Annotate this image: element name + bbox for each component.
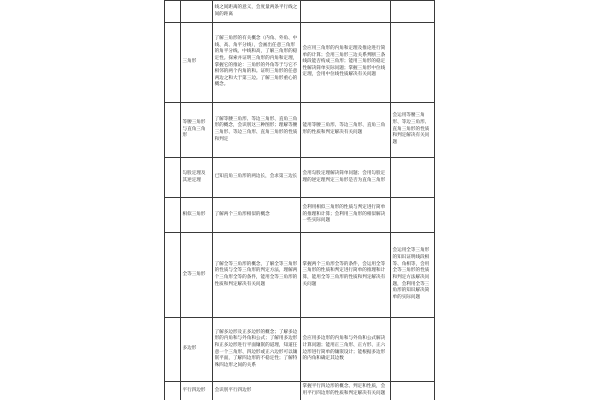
requirement-cell <box>390 198 435 233</box>
requirement-cell: 线之间距离的意义，会度量两条平行线之间的距离 <box>212 1 300 23</box>
requirement-cell: 会识别平行四边形 <box>212 382 300 400</box>
table-cell-empty <box>165 318 181 382</box>
requirement-cell <box>390 1 435 23</box>
topic-cell: 平行四边形 <box>180 382 212 400</box>
requirement-cell: 会应用三角形的内角和定理及推论进行简单的计算；会用三角形三边关系判断三条线段能否构成三角形；能用三角形的稳定性解决简单实际问题；掌握三角形中位线定理，会用中位线性质解决有关问题 <box>300 23 390 103</box>
requirement-cell: 会运用等腰三角形、等边三角形、直角三角形的性质和判定解决有关问题 <box>390 103 435 158</box>
topic-cell: 三角形 <box>180 23 212 103</box>
table-row <box>165 1 435 23</box>
requirement-cell: 了解多边形及正多边形的概念；了解多边形的内角和与外角和公式；了解用多边形和正多边形进行平面镶嵌的道理，知道任意一个三角形、四边形或正六边形可以镶嵌平面，了解四边形的不稳定性；了解特殊四边形之间的关系 <box>212 318 300 382</box>
requirement-cell: 了解等腰三角形、等边三角形、直角三角形的概念，会识别这三种图形；理解等腰三角形、等边三角形、直角三角形的性质和判定 <box>212 103 300 158</box>
requirement-cell: 已知直角三角形的两边长，会求第三边长 <box>212 158 300 198</box>
table-row <box>165 103 435 158</box>
table-cell-empty <box>165 233 181 318</box>
table-row <box>165 23 435 103</box>
syllabus-table <box>164 0 435 400</box>
requirement-cell: 了解三角形的有关概念（内角、外角、中线、高、角平分线），会画出任意三角形的角平分线、中线和高，了解三角形的稳定性。探索并证明三角形的内角和定理，掌握它的推论：三角形的外角等于与它不相邻的两个内角的和。证明三角形的任意两边之和大于第三边。了解三角形重心的概念。 <box>212 23 300 103</box>
requirement-cell: 了解全等三角形的概念，了解全等三角形的性质与全等三角形的判定方法，理解两个三角形全等的条件，能用全等三角形的性质和判定解决有关问题 <box>212 233 300 318</box>
requirement-cell: 会利用相似三角形的性质与判定进行简单的推理和计算；会利用三角形的相似解决一些实际问题 <box>300 198 390 233</box>
requirement-cell <box>390 158 435 198</box>
topic-cell <box>180 1 212 23</box>
table-row <box>165 158 435 198</box>
requirement-cell: 会应用多边形的内角和与外角和公式解决计算问题；能用正三角形、正方形、正六边形进行简单的镶嵌设计；能根据多边形的内角和确定其边数 <box>300 318 390 382</box>
topic-cell: 相似三角形 <box>180 198 212 233</box>
requirement-cell <box>390 382 435 400</box>
table-row <box>165 233 435 318</box>
table-cell-empty <box>165 23 181 103</box>
document-page <box>164 0 436 400</box>
table-cell-empty <box>165 1 181 23</box>
requirement-cell <box>300 1 390 23</box>
requirement-cell: 会用勾股定理解决简单问题；会用勾股定理的逆定理判定三角形是否为直角三角形 <box>300 158 390 198</box>
table-row <box>165 198 435 233</box>
topic-cell: 多边形 <box>180 318 212 382</box>
requirement-cell: 掌握平行四边形的概念、判定和性质，会用平行四边形的性质和判定解决有关问题 <box>300 382 390 400</box>
table-row <box>165 318 435 382</box>
topic-cell: 等腰三角形与直角三角形 <box>180 103 212 158</box>
table-cell-empty <box>165 103 181 158</box>
requirement-cell <box>390 318 435 382</box>
requirement-cell <box>390 23 435 103</box>
table-cell-empty <box>165 198 181 233</box>
requirement-cell: 会运用全等三角形的知识证明线段相等、角相等，会用全等三角形的性质和判定方法解决问题，会利用全等三角形的知识解决简单的实际问题 <box>390 233 435 318</box>
requirement-cell: 了解两个三角形相似的概念 <box>212 198 300 233</box>
topic-cell: 勾股定理及其逆定理 <box>180 158 212 198</box>
table-row <box>165 382 435 400</box>
requirement-cell: 能用等腰三角形、等边三角形、直角三角形的性质和判定解决有关问题 <box>300 103 390 158</box>
topic-cell: 全等三角形 <box>180 233 212 318</box>
requirement-cell: 掌握两个三角形全等的条件，会运用全等三角形的性质和判定进行简单的推理和计算，能用全等三角形的性质和判定解决有关问题 <box>300 233 390 318</box>
table-cell-empty <box>165 158 181 198</box>
table-cell-empty <box>165 382 181 400</box>
